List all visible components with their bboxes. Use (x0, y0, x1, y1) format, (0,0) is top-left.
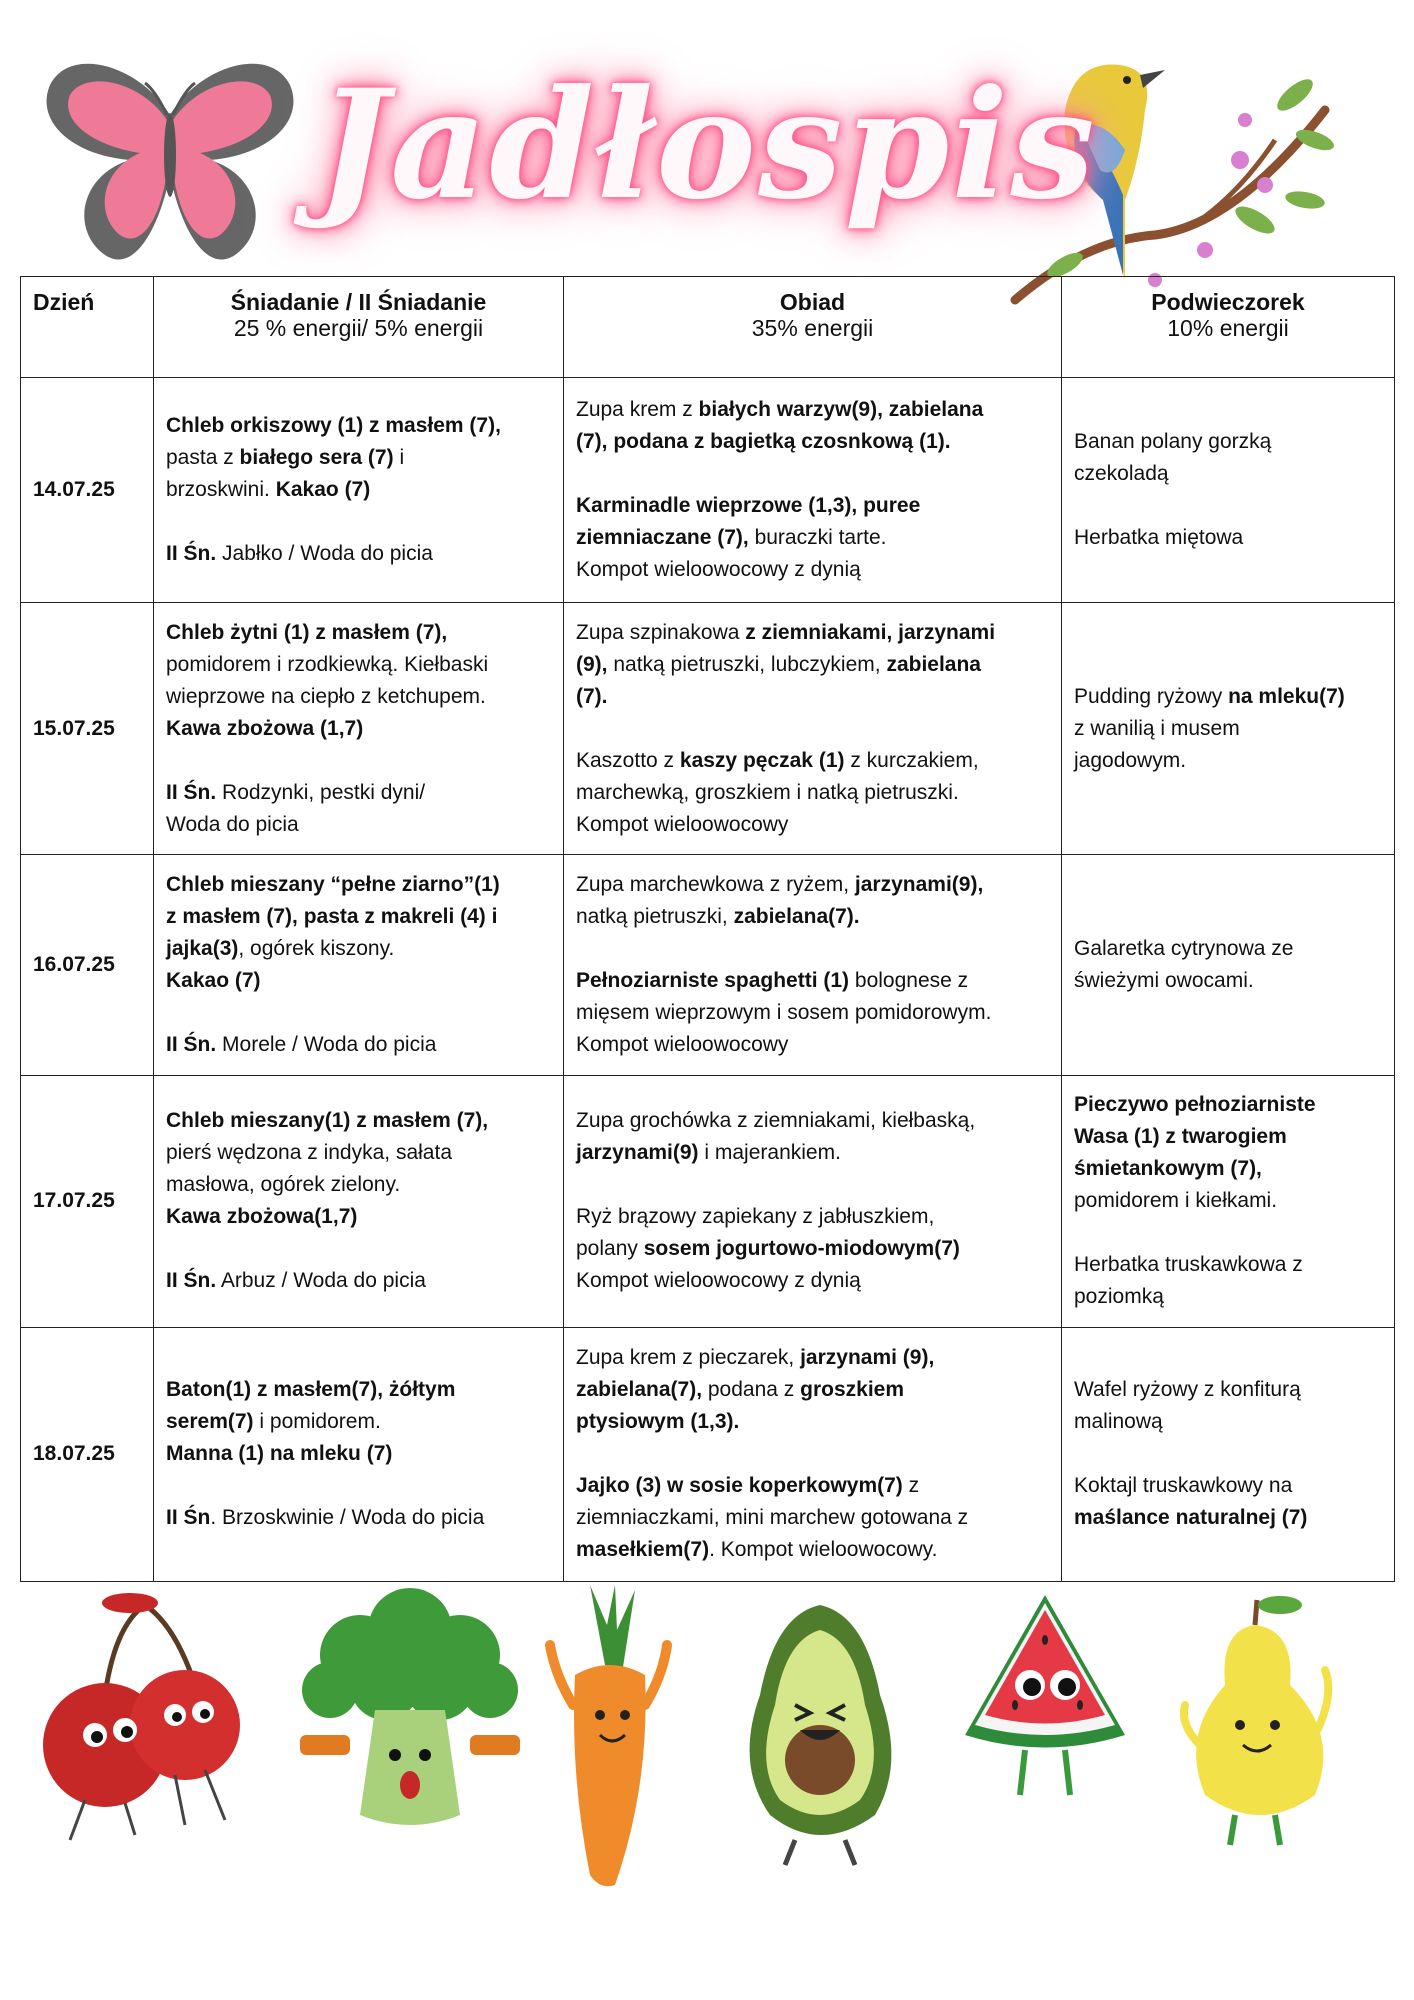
menu-text: Herbatka miętowa (1074, 526, 1244, 550)
menu-line (166, 474, 551, 506)
menu-text: pasta z (166, 446, 240, 470)
menu-text: Kawa zbożowa(1,7) (166, 1205, 358, 1229)
page-title: Jadłospis (317, 57, 1097, 233)
menu-line (1074, 713, 1382, 745)
menu-line (576, 522, 1049, 554)
menu-line (166, 1029, 551, 1061)
menu-text: Pudding ryżowy (1074, 684, 1229, 708)
carrot-icon (545, 1585, 675, 1915)
menu-text: jarzynami(9), (854, 872, 984, 896)
menu-text: pierś wędzona z indyka, sałata (166, 1141, 452, 1165)
menu-line (576, 901, 1049, 933)
menu-text: sosem jogurtowo-miodowym(7) (643, 1237, 960, 1261)
date-cell: 17.07.25 (21, 1075, 154, 1327)
snack-cell (1062, 603, 1395, 855)
menu-line (166, 713, 551, 745)
menu-line (166, 809, 551, 841)
menu-line (576, 869, 1049, 901)
menu-text: jarzynami (9), (800, 1346, 935, 1370)
menu-text: Arbuz / Woda do picia (216, 1269, 426, 1293)
line-gap (166, 1233, 551, 1265)
menu-line (1074, 681, 1382, 713)
menu-text: serem(7) (166, 1410, 254, 1434)
menu-text: jagodowym. (1074, 748, 1187, 772)
menu-text: Kompot wieloowocowy (576, 1032, 789, 1056)
menu-text: Zupa szpinakowa (576, 620, 746, 644)
menu-line (576, 1502, 1049, 1534)
menu-text: Pełnoziarniste spaghetti (1) (576, 968, 850, 992)
menu-text: , ogórek kiszony. (238, 936, 395, 960)
menu-text: ziemniaczkami, mini marchew gotowana z (576, 1506, 969, 1530)
menu-line (1074, 1185, 1382, 1217)
lunch-cell (564, 1075, 1062, 1327)
snack-cell (1062, 1327, 1395, 1581)
menu-text: II Śn (166, 1506, 211, 1530)
menu-text: śmietankowym (7), (1074, 1157, 1262, 1181)
table-row (21, 603, 1395, 855)
menu-text: Pieczywo pełnoziarniste (1074, 1093, 1316, 1117)
menu-text: Manna (1) na mleku (7) (166, 1442, 393, 1466)
cherries-icon (35, 1585, 255, 1845)
menu-line (166, 933, 551, 965)
menu-text: maślance naturalnej (7) (1074, 1506, 1308, 1530)
menu-line (576, 745, 1049, 777)
menu-text: podana z (702, 1378, 801, 1402)
menu-line (576, 681, 1049, 713)
menu-text: II Śn. (166, 780, 217, 804)
date-cell: 15.07.25 (21, 603, 154, 855)
menu-text: Baton(1) z masłem(7), żółtym (166, 1378, 456, 1402)
menu-line (166, 538, 551, 570)
menu-line (576, 490, 1049, 522)
menu-text: . Kompot wieloowocowy. (709, 1538, 938, 1562)
menu-text: pomidorem i kiełkami. (1074, 1189, 1278, 1213)
line-gap (166, 506, 551, 538)
menu-text: Zupa marchewkowa z ryżem, (576, 872, 855, 896)
menu-text: i majerankiem. (698, 1141, 841, 1165)
lunch-cell (564, 1327, 1062, 1581)
menu-text: świeżymi owocami. (1074, 968, 1254, 992)
menu-line (576, 997, 1049, 1029)
breakfast-cell (154, 603, 564, 855)
header-snack-energy: 10% energii (1167, 315, 1289, 341)
menu-text: Karminadle wieprzowe (1,3), puree (576, 494, 921, 518)
line-gap (576, 1438, 1049, 1470)
menu-text: groszkiem (800, 1378, 905, 1402)
header-breakfast-title: Śniadanie / II Śniadanie (230, 289, 487, 315)
menu-line (576, 1342, 1049, 1374)
menu-line (576, 554, 1049, 586)
pear-icon (1165, 1585, 1355, 1855)
menu-text: (7), podana z bagietką czosnkową (1). (576, 430, 951, 454)
menu-line (1074, 1470, 1382, 1502)
menu-line (166, 777, 551, 809)
menu-line (166, 1438, 551, 1470)
menu-text: II Śn. (166, 1269, 217, 1293)
header-lunch-title: Obiad (779, 289, 846, 315)
menu-text: (7). (576, 684, 608, 708)
avocado-icon (725, 1585, 915, 1875)
menu-text: Herbatka truskawkowa z (1074, 1253, 1303, 1277)
menu-line (576, 1374, 1049, 1406)
menu-text: na mleku(7) (1228, 684, 1345, 708)
breakfast-cell (154, 378, 564, 603)
table-row (21, 378, 1395, 603)
lunch-cell (564, 378, 1062, 603)
menu-line (166, 410, 551, 442)
menu-text: (9), (576, 652, 608, 676)
menu-line (1074, 1374, 1382, 1406)
menu-text: natką pietruszki, (576, 904, 734, 928)
breakfast-cell (154, 1075, 564, 1327)
menu-line (1074, 965, 1382, 997)
menu-line (166, 965, 551, 997)
menu-text: Kompot wieloowocowy z dynią (576, 558, 861, 582)
menu-text: Zupa grochówka z ziemniakami, kiełbaską, (576, 1109, 976, 1133)
menu-line (1074, 522, 1382, 554)
menu-line (576, 1470, 1049, 1502)
menu-text: z wanilią i musem (1074, 716, 1240, 740)
line-gap (576, 458, 1049, 490)
menu-line (576, 965, 1049, 997)
menu-text: malinową (1074, 1410, 1163, 1434)
menu-text: Kawa zbożowa (1,7) (166, 716, 364, 740)
menu-text: Woda do picia (166, 812, 299, 836)
menu-line (166, 649, 551, 681)
menu-text: z kurczakiem, (844, 748, 979, 772)
menu-line (576, 1233, 1049, 1265)
menu-text: Jabłko / Woda do picia (216, 542, 433, 566)
date-cell: 16.07.25 (21, 855, 154, 1075)
menu-line (1074, 1153, 1382, 1185)
table-row (21, 1327, 1395, 1581)
header-day (21, 277, 154, 378)
menu-text: kaszy pęczak (1) (679, 748, 845, 772)
menu-line (1074, 1502, 1382, 1534)
menu-text: Kompot wieloowocowy (576, 812, 789, 836)
menu-text: masłowa, ogórek zielony. (166, 1173, 401, 1197)
menu-text: Wasa (1) z twarogiem (1074, 1125, 1287, 1149)
menu-line (576, 426, 1049, 458)
menu-text: masełkiem(7) (576, 1538, 710, 1562)
menu-text: Kakao (7) (275, 478, 371, 502)
snack-cell (1062, 378, 1395, 603)
header-day-label: Dzień (33, 289, 95, 315)
menu-text: marchewką, groszkiem i natką pietruszki. (576, 780, 959, 804)
line-gap (576, 933, 1049, 965)
breakfast-cell (154, 855, 564, 1075)
menu-text: Zupa krem z pieczarek, (576, 1346, 801, 1370)
menu-text: Chleb żytni (1) z masłem (7), (166, 620, 448, 644)
menu-line (166, 1374, 551, 1406)
menu-line (576, 617, 1049, 649)
header-snack (1062, 277, 1395, 378)
menu-text: i (393, 446, 405, 470)
menu-line (166, 1406, 551, 1438)
menu-text: Kaszotto z (576, 748, 680, 772)
menu-text: wieprzowe na ciepło z ketchupem. (166, 684, 486, 708)
menu-text: buraczki tarte. (748, 526, 887, 550)
menu-line (576, 1029, 1049, 1061)
menu-text: Chleb mieszany(1) z masłem (7), (166, 1109, 489, 1133)
menu-text: jarzynami(9) (576, 1141, 699, 1165)
menu-line (166, 617, 551, 649)
menu-line (166, 681, 551, 713)
date-cell: 14.07.25 (21, 378, 154, 603)
menu-text: . Brzoskwinie / Woda do picia (210, 1506, 485, 1530)
menu-text: Chleb orkiszowy (1) z masłem (7), (166, 414, 501, 438)
menu-line (576, 1534, 1049, 1566)
menu-line (576, 1201, 1049, 1233)
lunch-cell (564, 603, 1062, 855)
menu-line (1074, 426, 1382, 458)
menu-text: zabielana (886, 652, 981, 676)
menu-line (1074, 1089, 1382, 1121)
menu-line (166, 1137, 551, 1169)
line-gap (576, 1169, 1049, 1201)
menu-text: bolognese z (849, 968, 969, 992)
header-snack-title: Podwieczorek (1151, 289, 1305, 315)
header-breakfast (154, 277, 564, 378)
menu-text: białego sera (7) (239, 446, 394, 470)
menu-line (576, 1105, 1049, 1137)
menu-text: z masłem (7), pasta z makreli (4) i (166, 904, 498, 928)
menu-line (1074, 1121, 1382, 1153)
menu-line (166, 1201, 551, 1233)
menu-text: ziemniaczane (7), (576, 526, 749, 550)
menu-text: jajka(3) (166, 936, 239, 960)
menu-text: Rodzynki, pestki dyni/ (216, 780, 426, 804)
menu-line (576, 809, 1049, 841)
menu-text: brzoskwini. (166, 478, 276, 502)
meal-plan-table (20, 276, 1395, 1582)
menu-text: polany (576, 1237, 644, 1261)
menu-line (166, 901, 551, 933)
line-gap (166, 997, 551, 1029)
menu-text: pomidorem i rzodkiewką. Kiełbaski (166, 652, 489, 676)
line-gap (166, 745, 551, 777)
menu-line (1074, 745, 1382, 777)
menu-text: II Śn. (166, 1032, 217, 1056)
menu-text: czekoladą (1074, 462, 1169, 486)
menu-line (166, 1169, 551, 1201)
menu-text: Banan polany gorzką (1074, 430, 1272, 454)
menu-text: Chleb mieszany “pełne ziarno”(1) (166, 872, 500, 896)
header-lunch (564, 277, 1062, 378)
menu-line (166, 869, 551, 901)
menu-text: ptysiowym (1,3). (576, 1410, 740, 1434)
header-breakfast-energy: 25 % energii/ 5% energii (233, 315, 484, 341)
menu-line (166, 1265, 551, 1297)
date-cell: 18.07.25 (21, 1327, 154, 1581)
line-gap (1074, 1217, 1382, 1249)
menu-text: Wafel ryżowy z konfiturą (1074, 1378, 1301, 1402)
menu-text: poziomką (1074, 1285, 1164, 1309)
menu-text: Galaretka cytrynowa ze (1074, 936, 1294, 960)
menu-text: Koktajl truskawkowy na (1074, 1474, 1293, 1498)
watermelon-icon (955, 1585, 1135, 1825)
menu-line (166, 1502, 551, 1534)
menu-text: z ziemniakami, jarzynami (745, 620, 996, 644)
line-gap (1074, 1438, 1382, 1470)
menu-text: Jajko (3) w sosie koperkowym(7) (576, 1474, 903, 1498)
line-gap (576, 713, 1049, 745)
table-row (21, 1075, 1395, 1327)
breakfast-cell (154, 1327, 564, 1581)
menu-line (1074, 1281, 1382, 1313)
snack-cell (1062, 855, 1395, 1075)
menu-line (1074, 458, 1382, 490)
menu-text: Ryż brązowy zapiekany z jabłuszkiem, (576, 1205, 935, 1229)
menu-line (576, 394, 1049, 426)
menu-line (1074, 1249, 1382, 1281)
menu-line (576, 777, 1049, 809)
menu-text: II Śn. (166, 542, 217, 566)
table-header-row (21, 277, 1395, 378)
menu-line (576, 649, 1049, 681)
menu-text: natką pietruszki, lubczykiem, (607, 652, 887, 676)
menu-text: Morele / Woda do picia (216, 1032, 437, 1056)
broccoli-icon (290, 1585, 530, 1845)
menu-text: zabielana(7), (576, 1378, 703, 1402)
header-lunch-energy: 35% energii (751, 315, 874, 341)
lunch-cell (564, 855, 1062, 1075)
menu-text: Kakao (7) (166, 968, 261, 992)
menu-text: z (902, 1474, 920, 1498)
menu-text: zabielana(7). (733, 904, 860, 928)
menu-line (576, 1137, 1049, 1169)
menu-text: mięsem wieprzowym i sosem pomidorowym. (576, 1000, 992, 1024)
line-gap (166, 1470, 551, 1502)
menu-line (576, 1265, 1049, 1297)
line-gap (1074, 490, 1382, 522)
menu-line (576, 1406, 1049, 1438)
menu-line (1074, 933, 1382, 965)
menu-text: Zupa krem z (576, 398, 699, 422)
menu-text: i pomidorem. (253, 1410, 381, 1434)
menu-text: białych warzyw(9), zabielana (698, 398, 984, 422)
menu-line (1074, 1406, 1382, 1438)
menu-line (166, 1105, 551, 1137)
table-row (21, 855, 1395, 1075)
menu-text: Kompot wieloowocowy z dynią (576, 1269, 861, 1293)
snack-cell (1062, 1075, 1395, 1327)
menu-line (166, 442, 551, 474)
